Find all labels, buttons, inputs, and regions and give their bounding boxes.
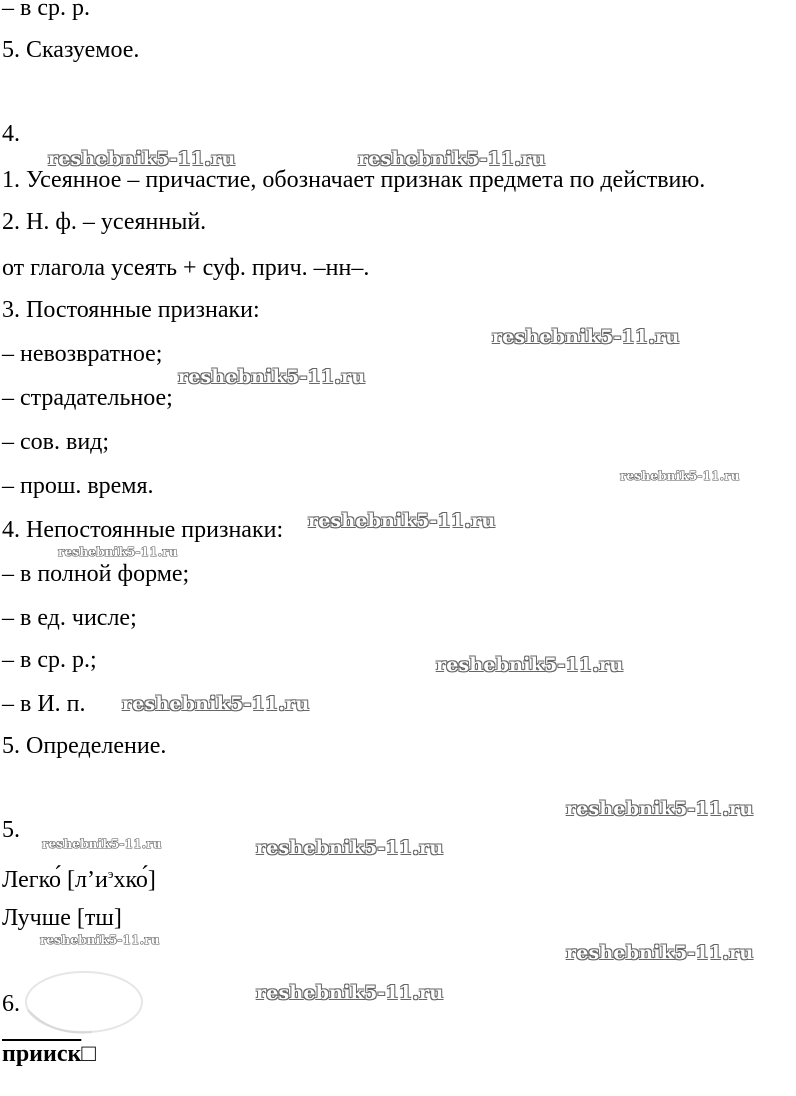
section-number: 5. bbox=[2, 817, 20, 843]
watermark: reshebnik5-11.ru bbox=[48, 148, 236, 170]
transcription-head: Легко́ [л’и bbox=[2, 867, 108, 893]
watermark: reshebnik5-11.ru bbox=[122, 693, 310, 715]
text-line: – в ср. р.; bbox=[2, 647, 97, 673]
text-line: – невозвратное; bbox=[2, 341, 163, 367]
text-line: Лучше [тш] bbox=[2, 905, 122, 931]
watermark: reshebnik5-11.ru bbox=[566, 942, 754, 964]
text-line: 4. Непостоянные признаки: bbox=[2, 517, 284, 543]
watermark: reshebnik5-11.ru bbox=[40, 933, 160, 947]
watermark: reshebnik5-11.ru bbox=[178, 366, 366, 388]
text-line: 5. Сказуемое. bbox=[2, 37, 140, 63]
watermark: reshebnik5-11.ru bbox=[566, 798, 754, 820]
watermark: reshebnik5-11.ru bbox=[308, 510, 496, 532]
section-number: 4. bbox=[2, 121, 20, 147]
faded-sketch bbox=[22, 966, 152, 1038]
watermark: reshebnik5-11.ru bbox=[620, 469, 740, 483]
superscript-e: э bbox=[107, 866, 114, 881]
text-line: – прош. время. bbox=[2, 473, 154, 499]
text-line: – в ед. числе; bbox=[2, 605, 137, 631]
text-line: – в полной форме; bbox=[2, 561, 190, 587]
text-line: – в И. п. bbox=[2, 691, 86, 717]
watermark: reshebnik5-11.ru bbox=[256, 982, 444, 1004]
text-line: – сов. вид; bbox=[2, 429, 110, 455]
section-number: 6. bbox=[2, 991, 20, 1017]
text-line: от глагола усеять + суф. прич. –нн–. bbox=[2, 255, 370, 281]
text-line: 2. Н. ф. – усеянный. bbox=[2, 209, 207, 235]
transcription-tail: хко́] bbox=[113, 867, 156, 893]
text-line: – страдательное; bbox=[2, 385, 173, 411]
word-parse: прииск bbox=[2, 1041, 82, 1067]
watermark: reshebnik5-11.ru bbox=[492, 326, 680, 348]
text-line: 1. Усеянное – причастие, обозначает признак предмета по действию. bbox=[2, 167, 706, 193]
watermark: reshebnik5-11.ru bbox=[436, 654, 624, 676]
watermark: reshebnik5-11.ru bbox=[42, 837, 162, 851]
watermark: reshebnik5-11.ru bbox=[358, 148, 546, 170]
word-parse-line bbox=[2, 1040, 96, 1068]
watermark: reshebnik5-11.ru bbox=[256, 837, 444, 859]
box-glyph: □ bbox=[81, 1041, 96, 1067]
text-line: – в ср. р. bbox=[2, 0, 90, 21]
text-line: 5. Определение. bbox=[2, 733, 167, 759]
text-line: 3. Постоянные признаки: bbox=[2, 297, 260, 323]
transcription-line bbox=[2, 860, 156, 894]
watermark: reshebnik5-11.ru bbox=[58, 545, 178, 559]
